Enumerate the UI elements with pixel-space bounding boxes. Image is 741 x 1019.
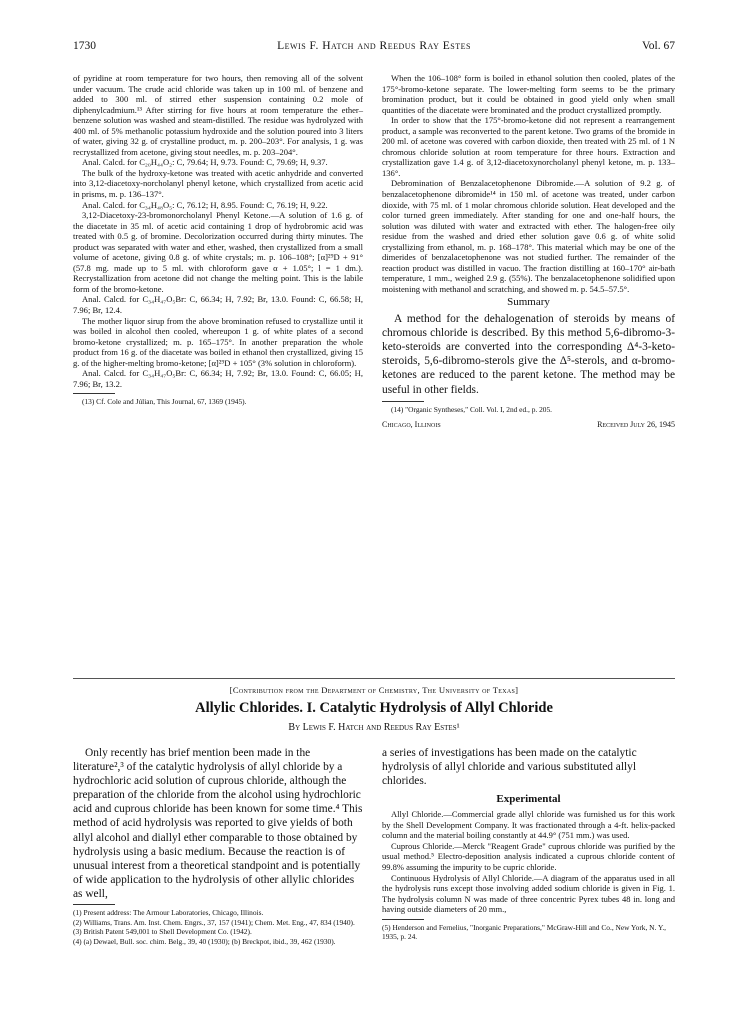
footnote: (4) (a) Dewael, Bull. soc. chim. Belg., 39, 40 (1930); (b) Breckpot, ibid., 39, 462 (1930).	[73, 936, 336, 946]
running-header	[73, 40, 675, 54]
experimental-heading: Experimental	[496, 793, 561, 806]
right-column	[382, 73, 675, 431]
summary: A method for the dehalogenation of steroids by means of chromous chloride is described. By this method 5,6-dibromo-3-keto-steroids are converted into the corresponding Δ⁴-3-keto-steroids, 5,6-dibromo-sterols give the Δ⁵-sterols, and α-bromo-ketones are reduced to the parent ketone. The method may be useful in other fields.	[382, 313, 675, 396]
paragraph: When the 106–108° form is boiled in ethanol solution then cooled, plates of the 175°-bromo-ketone separate. The lower-melting form seems to be the primary bromination product, but it could be obtained in good yield only when small quantities of the diacetate were brominated and the product crystallized promptly.	[382, 73, 675, 115]
paragraph: Cuprous Chloride.—Merck "Reagent Grade" cuprous chloride was purified by the usual method.⁵ Electro-deposition analysis indicated a cuprous chloride content of 99.8% assuming the impurity to be cupric chloride.	[382, 840, 675, 873]
analysis: Anal. Calcd. for C₃₄H₄₇O₅Br: C, 66.34; H, 7.92; Br, 13.0. Found: C, 66.05; H, 7.96; Br, 13.2.	[73, 368, 363, 389]
paragraph: In order to show that the 175°-bromo-ketone did not represent a rearrangement product, a sample was reconverted to the parent ketone. Two grams of the bromide in 200 ml. of acetone was covered with carbon dioxide, then treated with 25 ml. of 1 N chromous chloride solution at room temperature for three hours. Extraction and crystallization gave 1.4 g. of 3,12-diacetoxynorcholanyl phenyl ketone, m. p. 133–136°.	[382, 115, 675, 178]
footnote: (2) Williams, Trans. Am. Inst. Chem. Engrs., 37, 157 (1941); Chem. Met. Eng., 47, 834 (1940).	[73, 917, 355, 927]
article-left-column	[73, 746, 363, 946]
intro: Only recently has brief mention been made in the literature²,³ of the catalytic hydrolysis of allyl chloride by a hydrochloric acid solution of cuprous chloride, although the preparation of the chloride from the alcohol using hydrochloric acid and cuprous chloride has been known for some time.⁴ This method of acid hydrolysis was reported to give yields of both allyl alcohol and diallyl ether comparable to those obtained by hydrolysis using a basic medium. Because the reaction is of unusual interest from a theoretical standpoint and is potentially of wide application to the hydrolysis of other allylic chlorides as well,	[73, 747, 363, 900]
place-and-date	[382, 420, 675, 431]
running-head: Lewis F. Hatch and Reedus Ray Estes	[277, 40, 471, 52]
analysis: Anal. Calcd. for C₂₀H₄₄O₂: C, 79.64; H, 9.73. Found: C, 79.69; H, 9.37.	[82, 157, 328, 168]
footnote-rule	[382, 401, 424, 402]
summary-heading: Summary	[507, 296, 550, 309]
footnote: (13) Cf. Cole and Júlian, This Journal, 67, 1369 (1945).	[82, 397, 247, 407]
volume-label: Vol. 67	[641, 40, 675, 52]
footnote: (14) "Organic Syntheses," Coll. Vol. I, 2nd ed., p. 205.	[391, 404, 553, 414]
received-date: Received July 26, 1945	[597, 420, 675, 430]
footnote: (1) Present address: The Armour Laboratories, Chicago, Illinois.	[73, 908, 264, 918]
analysis: Anal. Calcd. for C₃₄H₄₇O₅Br: C, 66.34; H, 7.92; Br, 13.0. Found: C, 66.58; H, 7.96; Br, 12.4.	[73, 294, 363, 316]
footnotes	[73, 908, 363, 946]
article-title: Allylic Chlorides. I. Catalytic Hydrolysis of Allyl Chloride	[195, 700, 553, 716]
paragraph: 3,12-Diacetoxy-23-bromonorcholanyl Phenyl Ketone.—A solution of 1.6 g. of the diacetate in 35 ml. of acetic acid containing 1 drop of hydrobromic acid was treated with 0.5 g. of bromine. Decolorization occurred during thirty minutes. The product was separated with water and ether, washed, then crystallized from a small volume of acetone, giving 0.8 g. of white crystals; m. p. 106–108°; [α]²⁹D + 91° (57.8 mg. made up to 5 ml. with chloroform gave α + 1.05°; l = 1 dm.). Recrystallization from acetone did not change the melting point. This is the labile form of the bromo-ketone.	[73, 210, 363, 294]
contribution-line: [Contribution from the Department of Chemistry, The University of Texas]	[229, 685, 519, 695]
article-divider	[73, 678, 675, 679]
analysis: Anal. Calcd. for C₃₄H₄₈O₅: C, 76.12; H, 8.95. Found: C, 76.19; H, 9.22.	[82, 199, 328, 210]
footnote-rule	[73, 904, 115, 905]
byline: By Lewis F. Hatch and Reedus Ray Estes¹	[288, 722, 460, 733]
intro-continued: a series of investigations has been made on the catalytic hydrolysis of allyl chloride and various substituted allyl chlorides.	[382, 747, 637, 788]
paragraph: Allyl Chloride.—Commercial grade allyl chloride was furnished us for this work by the Shell Development Company. It was fractionated through a 4-ft. helix-packed column and the material boiling constantly at 44.9° (751 mm.) was used.	[382, 809, 675, 841]
left-column	[73, 73, 363, 407]
footnote: (3) British Patent 549,001 to Shell Development Co. (1942).	[73, 927, 252, 937]
place: Chicago, Illinois	[382, 420, 441, 430]
page-number: 1730	[73, 40, 96, 52]
article-right-column	[382, 746, 675, 942]
paragraph: The mother liquor sirup from the above bromination refused to crystallize until it was boiled in alcohol then cooled, whereupon 1 g. of white plates of a second bromo-ketone crystallized; m. p. 165–175°. In another preparation the whole product from 16 g. of the diacetate was boiled in ethanol then crystallized, giving 15 g. of the higher-melting bromo-ketone; [α]²⁹D + 105° (3% solution in chloroform).	[73, 315, 363, 368]
paragraph: The bulk of the hydroxy-ketone was treated with acetic anhydride and converted into 3,12-diacetoxy-norcholanyl phenyl ketone, which crystallized from acetic acid in prisms, m. p. 136–137°.	[73, 167, 363, 200]
footnote-rule	[382, 919, 424, 920]
experimental	[382, 809, 675, 914]
paragraph: Debromination of Benzalacetophenone Dibromide.—A solution of 9.2 g. of benzalacetophenone dibromide¹⁴ in 150 ml. of acetone was treated, under carbon dioxide, with 75 ml. of 1 molar chromous chloride solution. Heat developed and the color turned green immediately. After standing for one and one-half hours, the solution was diluted with water and extracted with ether. The halogen-free oily residue from the washed and dried ether solution gave 0.6 g. of white solid crystallizing from ethanol, m. p. 168–178°. This material which may be one of the dimerides of benzalacetophenone was not studied further. The remainder of the reaction product was distilled in vacuo. The fraction distilling at 160–170° air-bath temperature, 1 mm., weighed 2.9 g. (55%). The benzalacetophenone solidified upon moistening with methanol and scratching, and showed m. p. 54.5–57.5°.	[382, 178, 675, 294]
paragraph: Continuous Hydrolysis of Allyl Chloride.—A diagram of the apparatus used in all the hydrolysis runs except those involving added sodium chloride is given in Fig. 1. The hydrolysis column N was made of three concentric Pyrex tubes 48 in. long and having outside diameters of 20 mm.,	[382, 872, 675, 915]
paragraph: of pyridine at room temperature for two hours, then removing all of the solvent under vacuum. The crude acid chloride was taken up in 100 ml. of benzene and added to 300 ml. of stirred ether suspension containing 0.2 mole of diphenylcadmium.¹³ After stirring for five hours at room temperature the ether–benzene solution was washed and steam-distilled. The residue was hydrolyzed with 400 ml. of 5% methanolic potassium hydroxide and the solution poured into 3 liters of water, giving 32 g. of crystalline product, m. p. 200–203°. For analysis, 1 g. was recrystallized from acetone, giving stout needles, m. p. 203–204°.	[73, 73, 363, 157]
footnote-rule	[73, 393, 115, 394]
footnote: (5) Henderson and Fernelius, "Inorganic Preparations," McGraw-Hill and Co., New York, N. Y., 1935, p. 24.	[382, 922, 667, 942]
